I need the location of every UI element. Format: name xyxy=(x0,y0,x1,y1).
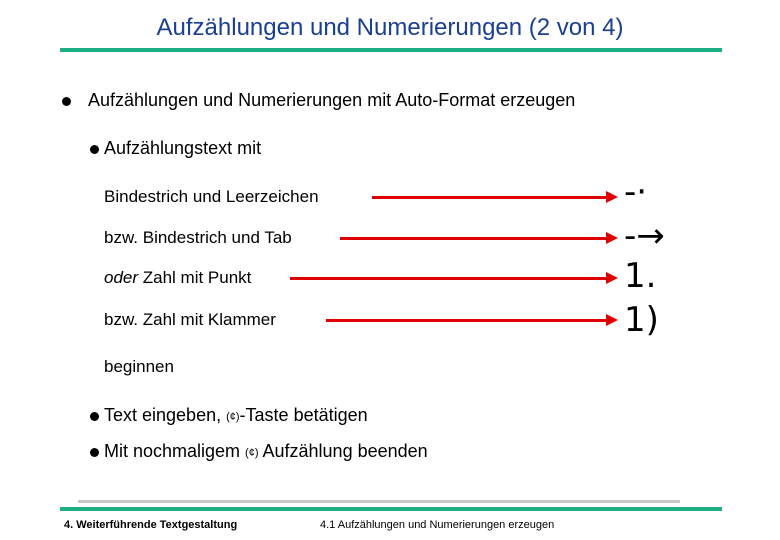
footer-rule-shadow xyxy=(78,500,680,503)
row-text-dash-tab: bzw. Bindestrich und Tab xyxy=(104,228,292,247)
sub-bullet-dot xyxy=(90,145,99,154)
arrow-head-icon xyxy=(606,272,618,284)
arrow-head-icon xyxy=(606,314,618,326)
step-text-after: -Taste betätigen xyxy=(239,405,368,425)
bullet-dot xyxy=(62,97,71,106)
row-text-rest: Zahl mit Punkt xyxy=(138,268,252,287)
step-enter-text xyxy=(104,405,368,426)
beginnen-text: beginnen xyxy=(104,357,174,376)
enter-key-symbol: (¢) xyxy=(226,411,240,423)
footer-section: 4.1 Aufzählungen und Numerierungen erzeugen xyxy=(320,519,555,531)
step-text-before: Text eingeben, xyxy=(104,405,227,425)
arrow-line xyxy=(290,277,608,280)
footer-chapter: 4. Weiterführende Textgestaltung xyxy=(64,519,238,531)
title-rule xyxy=(60,48,722,52)
sub-bullet-text: Aufzählungstext mit xyxy=(104,138,262,158)
arrow-line xyxy=(372,196,608,199)
row-text-number-period xyxy=(104,268,251,288)
symbol-number-paren: 1) xyxy=(624,300,659,340)
main-bullet-text: Aufzählungen und Numerierungen mit Auto-Format erzeugen xyxy=(88,90,576,110)
page-title: Aufzählungen und Numerierungen (2 von 4) xyxy=(156,14,624,41)
arrow-line xyxy=(340,237,608,240)
step-end-text xyxy=(104,441,428,462)
arrow-line xyxy=(326,319,608,322)
arrow-head-icon xyxy=(606,191,618,203)
symbol-dash-space: -· xyxy=(624,172,648,212)
symbol-dash-tab: -→ xyxy=(624,216,665,256)
step-text-after: Aufzählung beenden xyxy=(258,441,428,461)
arrow-head-icon xyxy=(606,232,618,244)
symbol-number-period: 1. xyxy=(624,256,657,296)
step-bullet-dot xyxy=(90,448,99,457)
footer-rule xyxy=(60,507,722,511)
row-text-dash-space: Bindestrich und Leerzeichen xyxy=(104,187,319,206)
step-bullet-dot xyxy=(90,412,99,421)
step-text-before: Mit nochmaligem xyxy=(104,441,246,461)
row-text-number-paren: bzw. Zahl mit Klammer xyxy=(104,310,276,329)
enter-key-symbol: (¢) xyxy=(245,447,259,459)
row-text-emphasis: oder xyxy=(104,268,139,287)
